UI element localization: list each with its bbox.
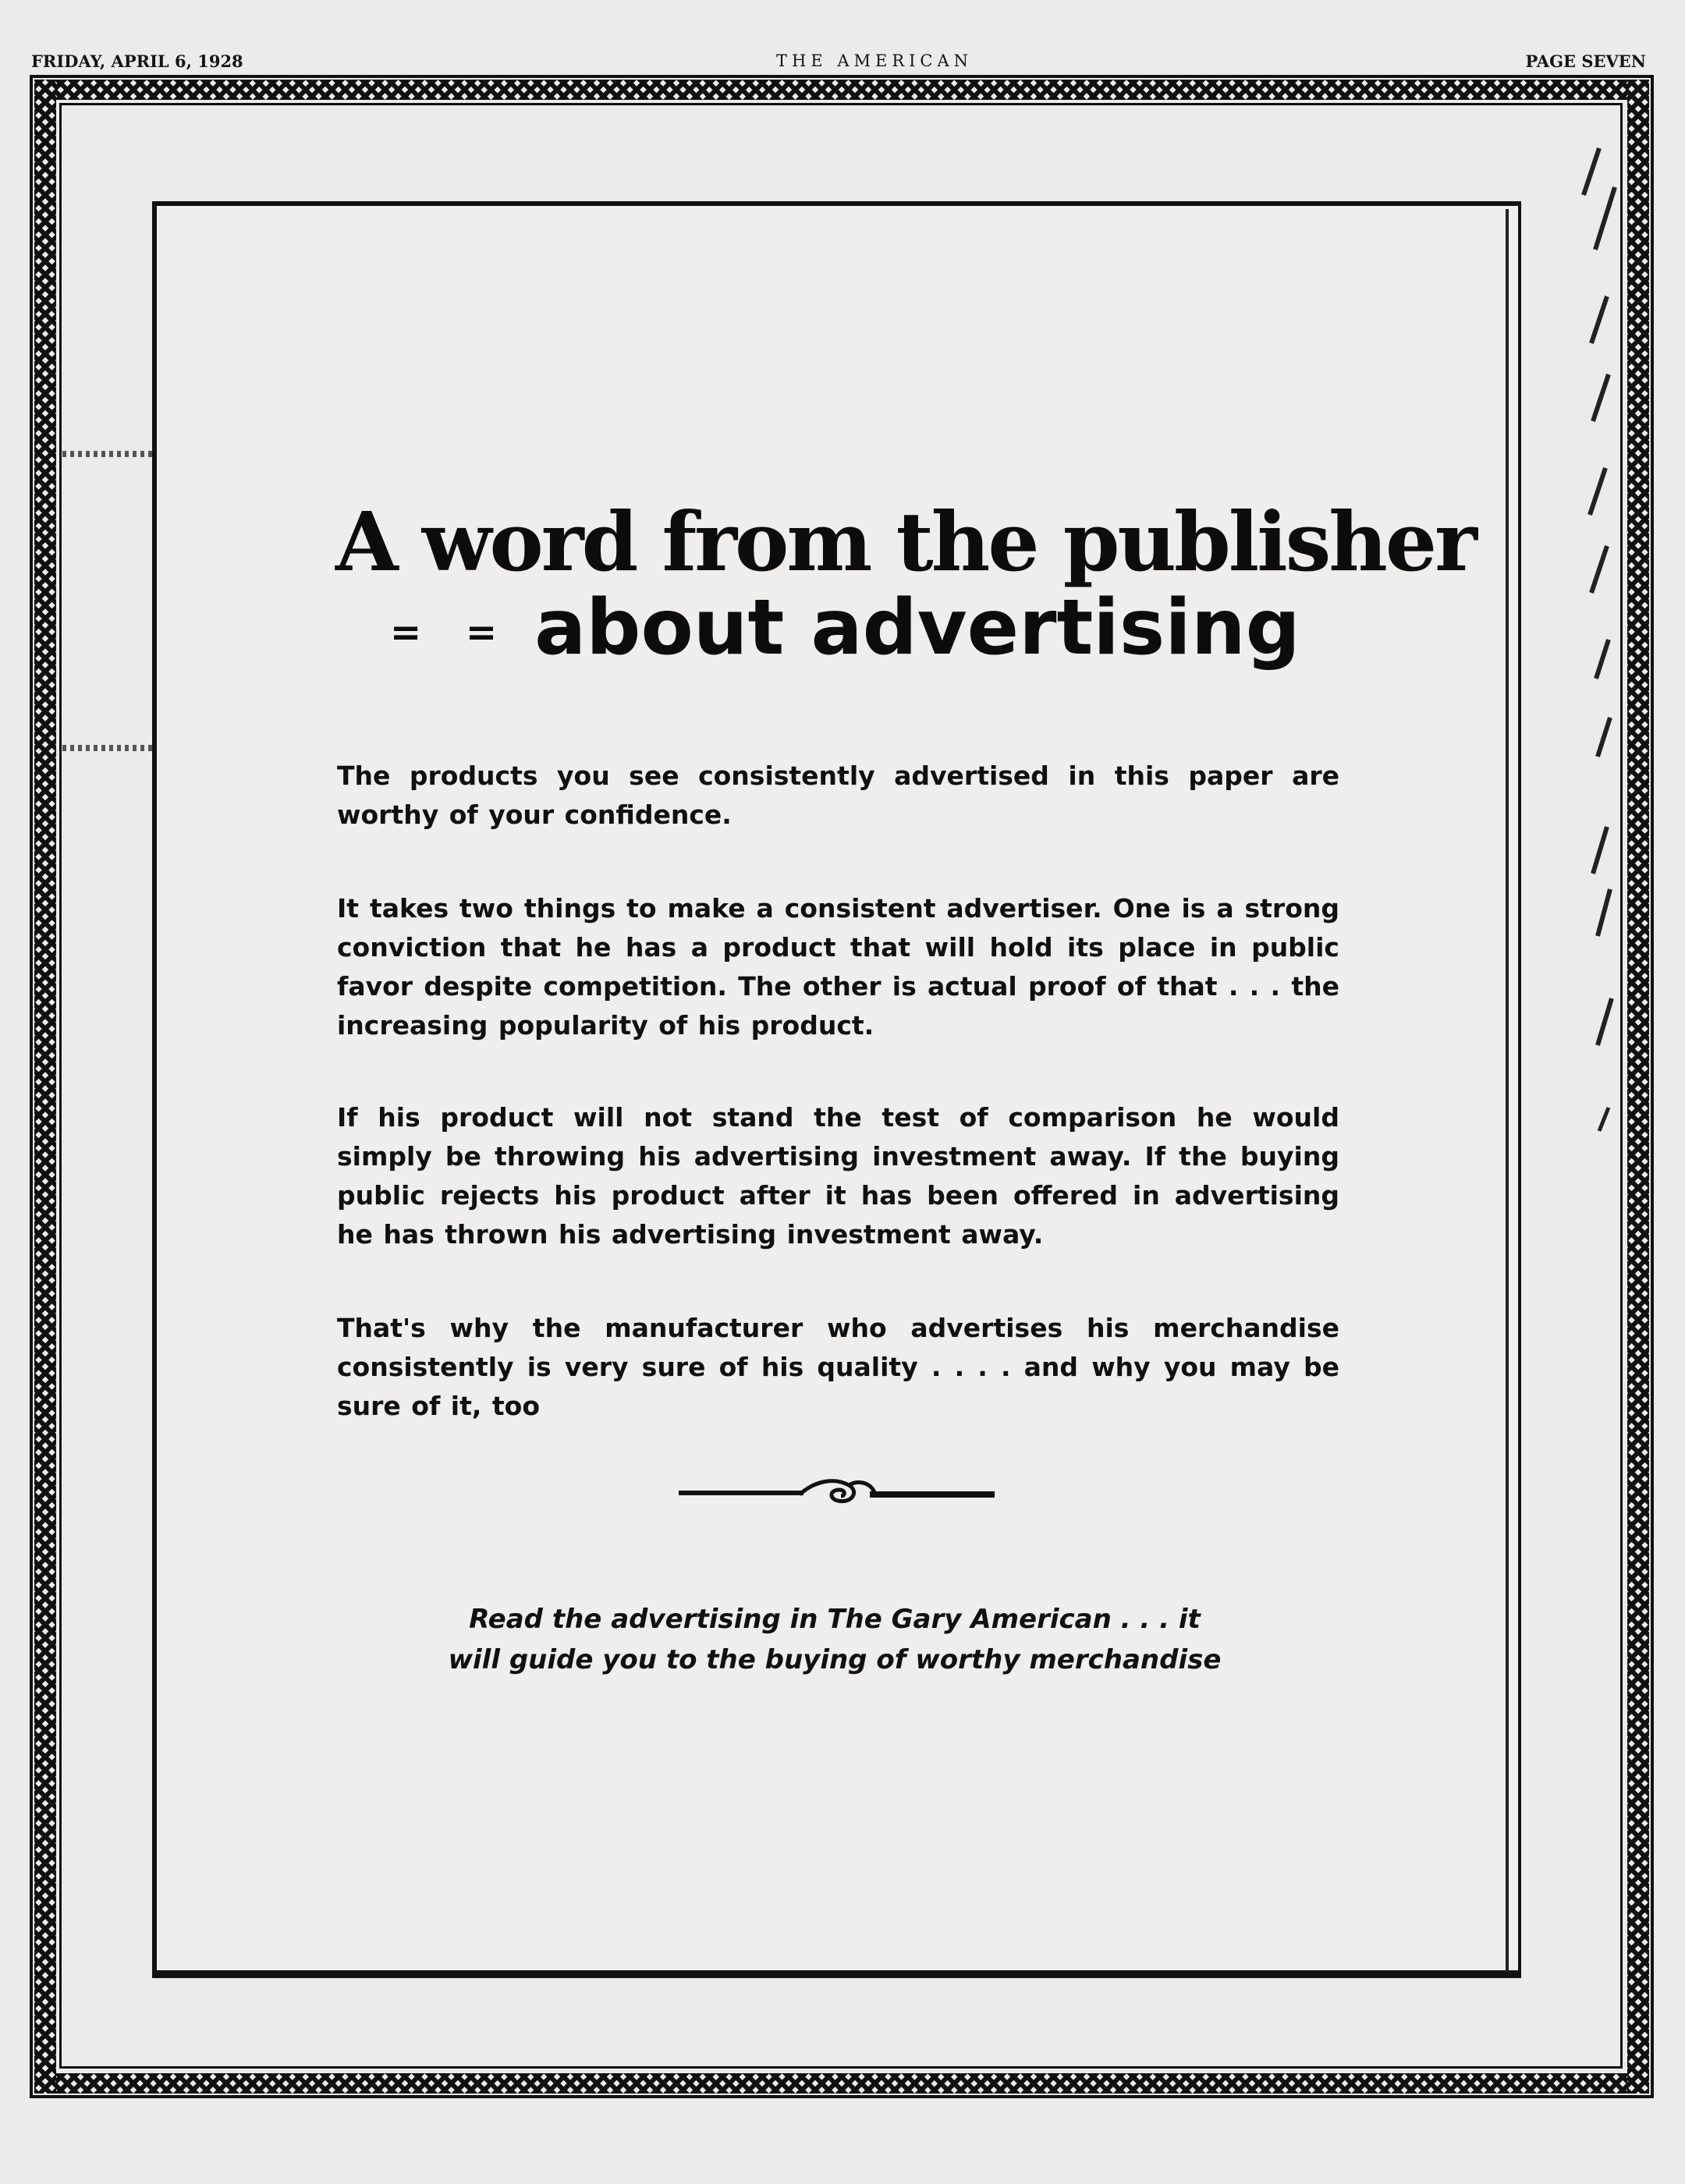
ornamental-border-top <box>34 80 1649 100</box>
advertisement-frame-rule <box>1506 209 1509 1972</box>
ad-closing <box>390 1599 1279 1680</box>
ornamental-border-left <box>34 80 56 2094</box>
ad-paragraph: It takes two things to make a consistent advertiser. One is a strong conviction that he has a product that will hold its place in public favor despite competition. The other is actual proof of that . . . the increasing popularity of his product. <box>337 893 1339 1041</box>
subheadline-text: about advertising <box>534 583 1300 672</box>
subheadline-dashes: = = <box>390 611 513 655</box>
ad-paragraph: That's why the manufacturer who advertises his merchandise consistently is very sure of his quality . . . . and why you may be sure of it, too <box>337 1313 1339 1421</box>
newspaper-name: THE AMERICAN <box>776 51 974 70</box>
ornamental-divider <box>679 1473 995 1512</box>
ad-paragraph: If his product will not stand the test of comparison he would simply be throwing his advertising investment away. If the buying public rejects his product after it has been offered in advertising he has thrown his advertising investment away. <box>337 1102 1339 1250</box>
closing-line: will guide you to the buying of worthy merchandise <box>448 1644 1222 1675</box>
advertisement-frame <box>152 201 1521 1978</box>
ad-subheadline <box>390 585 1300 675</box>
ornamental-border-right <box>1627 80 1649 2094</box>
ad-headline: A word from the publisher <box>335 494 1475 590</box>
page-number: PAGE SEVEN <box>1525 51 1646 71</box>
issue-date: FRIDAY, APRIL 6, 1928 <box>31 51 243 71</box>
closing-line: Read the advertising in The Gary American . . . it <box>469 1604 1201 1635</box>
ad-paragraph: The products you see consistently advertised in this paper are worthy of your confidence. <box>337 760 1339 830</box>
ornamental-border-bottom <box>34 2073 1649 2094</box>
scan-artifact-marks <box>1552 140 1623 1186</box>
